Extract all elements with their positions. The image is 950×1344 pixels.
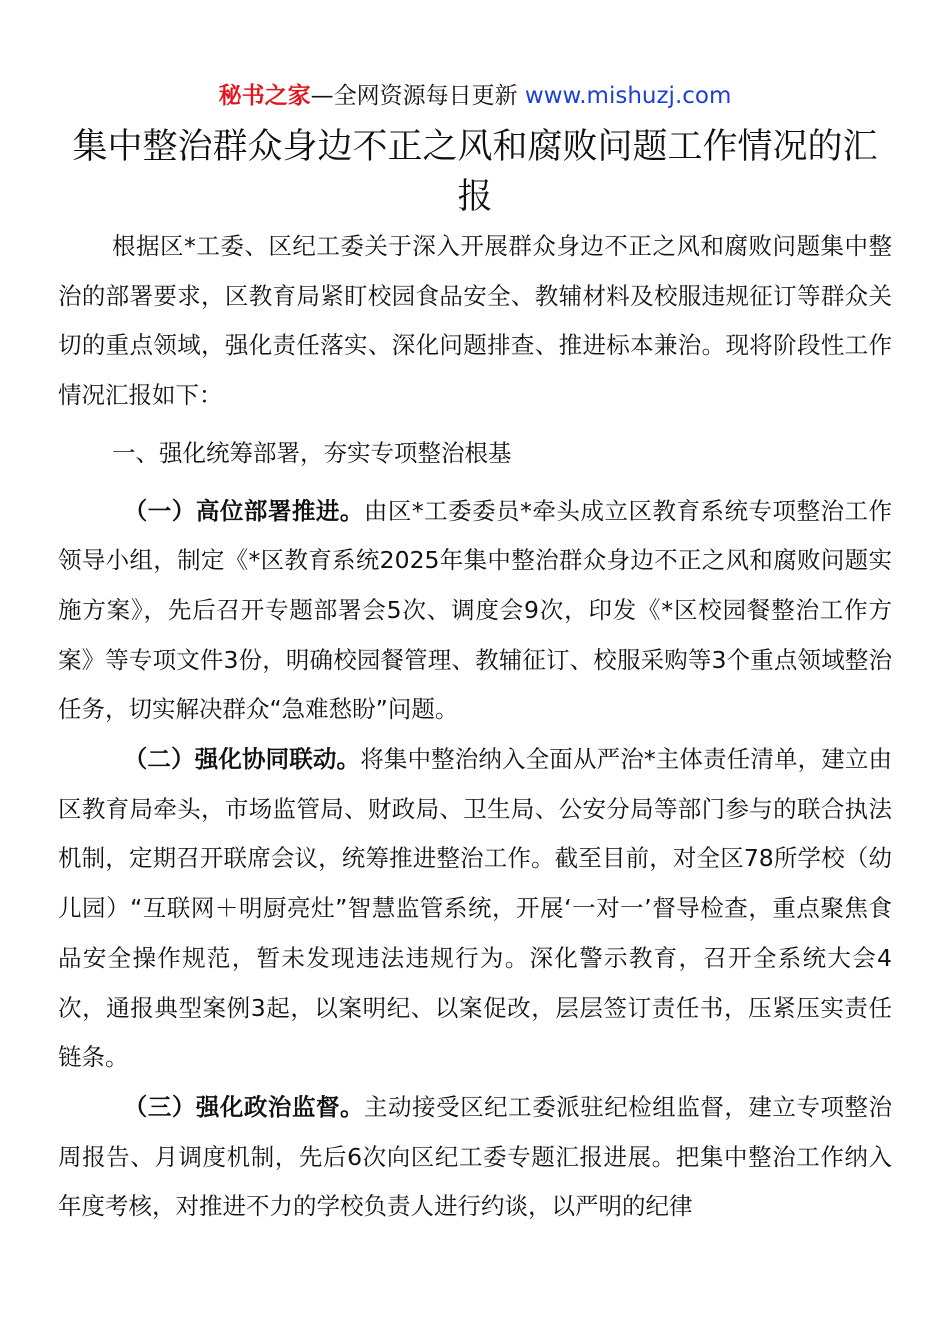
- item-lead-3: （三）强化政治监督。: [123, 1092, 365, 1121]
- item-text-1: 由区*工委委员*牵头成立区教育系统专项整治工作领导小组，制定《*区教育系统2025年集中整治群众身边不正之风和腐败问题实施方案》，先后召开专题部署会5次、调度会9次，印发《*区校园餐整治工作方案》等专项文件3份，明确校园餐管理、教辅征订、校服采购等3个重点领域整治任务，切实解决群众“急难愁盼”问题。: [58, 496, 893, 724]
- brand-name: 秘书之家: [218, 83, 311, 109]
- item-paragraph-3: [58, 1083, 892, 1232]
- section-heading: 一、强化统筹部署，夯实专项整治根基: [112, 438, 512, 467]
- site-banner: [0, 80, 950, 112]
- item-paragraph-2: [58, 735, 892, 1083]
- item-paragraph-1: [58, 487, 892, 736]
- document-body: [58, 222, 892, 1232]
- banner-slogan: —全网资源每日更新: [310, 83, 525, 109]
- intro-paragraph: 根据区*工委、区纪工委关于深入开展群众身边不正之风和腐败问题集中整治的部署要求，区教育局紧盯校园食品安全、教辅材料及校服违规征订等群众关切的重点领域，强化责任落实、深化问题排查、推进标本兼治。现将阶段性工作情况汇报如下：: [58, 232, 892, 410]
- site-url-link[interactable]: www.mishuzj.com: [524, 83, 732, 109]
- item-text-3: 主动接受区纪工委派驻纪检组监督，建立专项整治周报告、月调度机制，先后6次向区纪工委专题汇报进展。把集中整治工作纳入年度考核，对推进不力的学校负责人进行约谈，以严明的纪律: [58, 1092, 893, 1221]
- item-lead-2: （二）强化协同联动。: [123, 745, 361, 774]
- item-text-2: 将集中整治纳入全面从严治*主体责任清单，建立由区教育局牵头，市场监管局、财政局、卫生局、公安分局等部门参与的联合执法机制，定期召开联席会议，统筹推进整治工作。截至目前，对全区78所学校（幼儿园）“互联网＋明厨亮灶”智慧监管系统，开展‘一对一’督导检查，重点聚焦食品安全操作规范，暂未发现违法违规行为。深化警示教育，召开全系统大会4次，通报典型案例3起，以案明纪、以案促改，层层签订责任书，压紧压实责任链条。: [58, 745, 893, 1072]
- document-title: 集中整治群众身边不正之风和腐败问题工作情况的汇报: [72, 127, 878, 217]
- item-lead-1: （一）高位部署推进。: [123, 496, 364, 525]
